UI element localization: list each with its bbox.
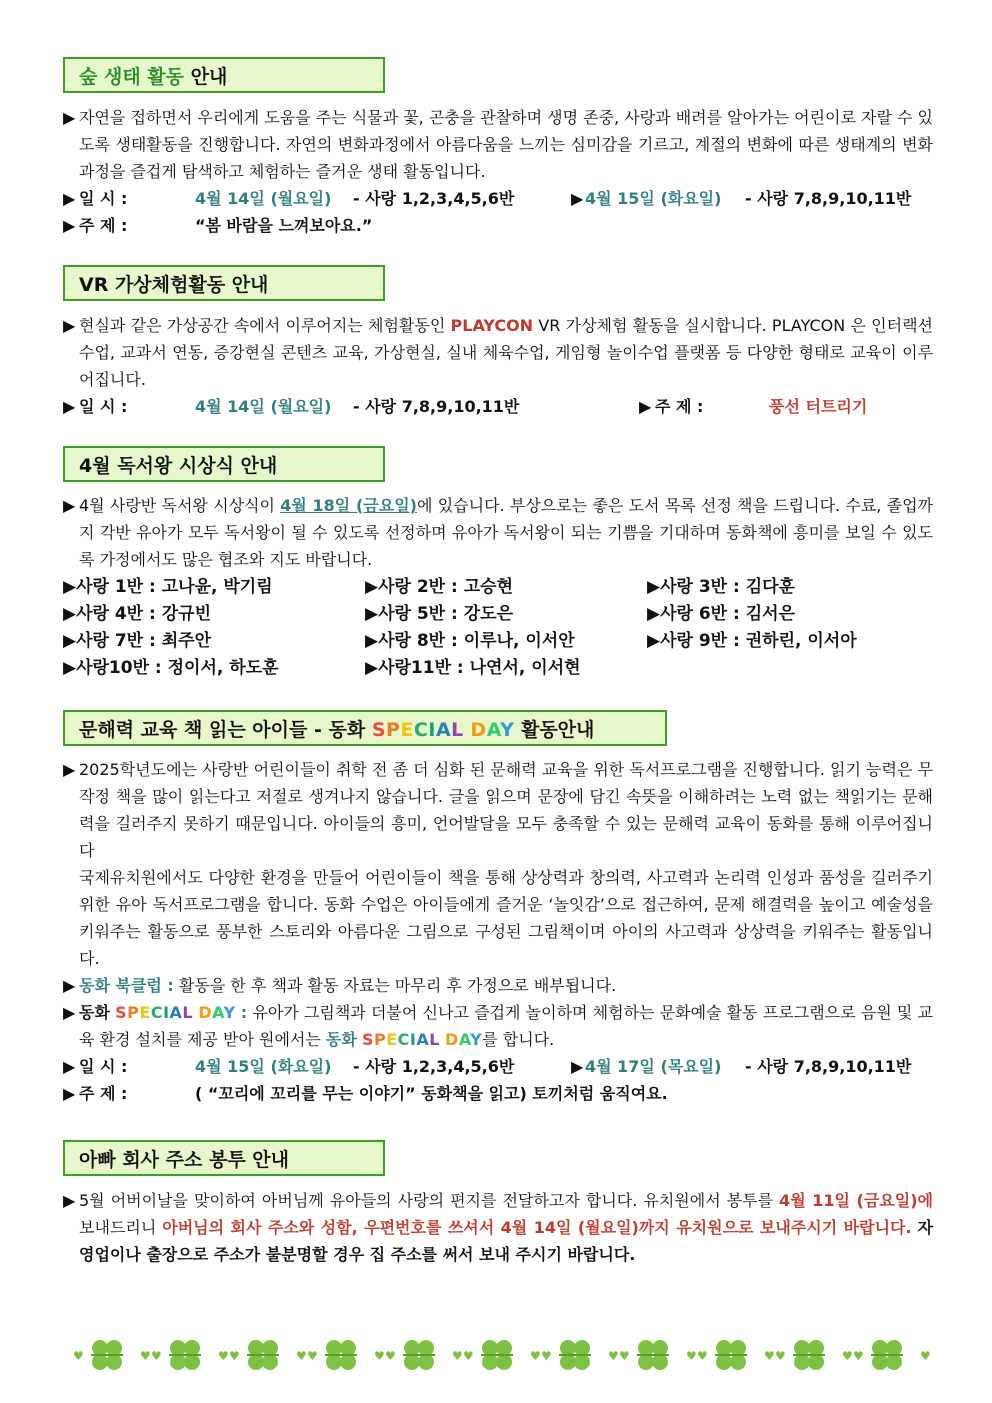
heart-icon: ♥: [853, 1349, 864, 1363]
date-1: 4월 14일 (월요일): [195, 189, 332, 208]
heart-icon: ♥: [229, 1349, 240, 1363]
bullet-icon: ▶: [571, 189, 584, 208]
heart-icon: ♥: [541, 1349, 552, 1363]
vr-desc-b: VR 가상체험 활동을 실시합니다. PLAYCON 은 인터랙션수업, 교과서 연동, 증강현실 콘텐츠 교육, 가상현실, 실내 체육수업, 게임형 놀이수업 플랫폼 등 다양한 형태로 교육이 이루어집니다.: [79, 316, 933, 389]
forest-desc: [63, 104, 933, 185]
desc-c: 자영업이나 출장으로 주소가 불분명할 경우 집 주소를 써서 보내 주시기 바랍니다.: [79, 1218, 933, 1264]
winner-item: ▶사랑 4반 : 강규빈: [63, 604, 211, 624]
clover-icon: [637, 1340, 669, 1370]
heart-icon: ♥: [385, 1349, 396, 1363]
title-part: 활동안내: [520, 719, 595, 741]
request-text: 아버님의 회사 주소와 성함, 우편번호를 쓰셔서 4월 14일 (월요일)까지 유치원으로 보내주시기 바랍니다.: [162, 1218, 912, 1237]
vr-desc-a: 현실과 같은 가상공간 속에서 이루어지는 체험활동인: [79, 316, 446, 335]
sd-desc-label: 동화: [325, 1030, 357, 1049]
heart-icon: ♥: [296, 1349, 307, 1363]
section-title-envelope: [63, 1140, 385, 1176]
winner-item: ▶사랑 3반 : 김다훈: [647, 577, 795, 597]
winner-text: 사랑 7반 : 최주안: [76, 631, 211, 651]
literacy-desc-1: [63, 756, 933, 864]
day-word: DAY: [198, 1003, 236, 1022]
heart-icon: ♥: [686, 1349, 697, 1363]
heart-icon: ♥: [374, 1349, 385, 1363]
special-word: SPECIAL: [371, 719, 464, 741]
vr-body: [63, 312, 933, 420]
forest-desc-text: 자연을 접하면서 우리에게 도움을 주는 식물과 꽃, 곤충을 관찰하며 생명 존중, 사랑과 배려를 알아가는 어린이로 자랄 수 있도록 생태활동을 진행합니다. 자연의 변화과정에서 아름다움을 느끼는 심미감을 기르고, 계절의 변화에 따른 생태계의 변화과정을 즐겁게 탐색하고 체험하는 즐거운 생태 활동입니다.: [79, 108, 933, 181]
bullet-icon: ▶: [63, 189, 76, 208]
section-title-reading-king: [63, 446, 385, 482]
envelope-body: [63, 1187, 933, 1268]
winner-item: ▶사랑11반 : 나연서, 이서현: [365, 658, 581, 678]
clover-icon: [481, 1340, 513, 1370]
heart-icon: ♥: [151, 1349, 162, 1363]
desc-text: 국제유치원에서도 다양한 환경을 만들어 어린이들이 책을 통해 상상력과 창의력, 사고력과 논리력 인성과 품성을 길러주기 위한 유아 독서프로그램을 합니다. 동화 수업은 아이들에게 즐거운 ‘놀잇감’으로 접근하여, 문제 해결력을 높이고 예술성을 키워주는 활동으로 풍부한 스토리와 아름다운 그림으로 구성된 그림책이며 아이의 사고력과 상상력을 키워주는 활동입니다.: [79, 868, 933, 968]
heart-icon: ♥: [452, 1349, 463, 1363]
date: 4월 14일 (월요일): [195, 397, 332, 416]
bullet-icon: ▶: [63, 1057, 76, 1076]
clover-icon: [559, 1340, 591, 1370]
clover-icon: [91, 1340, 123, 1370]
date-2-classes: - 사랑 7,8,9,10,11반: [745, 1057, 912, 1076]
clover-icon: [247, 1340, 279, 1370]
bullet-icon: ▶: [63, 976, 76, 995]
winner-text: 사랑11반 : 나연서, 이서현: [378, 658, 581, 678]
sd-desc: 유아가 그림책과 더불어 신나고 즐겁게 놀이하며 체험하는 문화예술 활동 프로그램으로 음원 및 교육 환경 설치를 제공 받아 원에서는: [79, 1003, 933, 1049]
reading-king-body: [63, 492, 933, 573]
bullet-icon: ▶: [639, 397, 652, 416]
heart-icon: ♥: [619, 1349, 630, 1363]
special-word: SPECIAL: [115, 1003, 194, 1022]
winner-text: 사랑 1반 : 고나윤, 박기림: [76, 577, 273, 597]
bullet-icon: ▶: [63, 216, 76, 235]
literacy-body: [63, 756, 933, 1107]
desc-b: 에 있습니다. 부상으로는 좋은 도서 목록 선정 책을 드립니다. 수료, 졸업까지 각반 유아가 모두 독서왕이 될 수 있도록 선정하며 유아가 독서왕이 되는 기쁨을 기대하며 동화책에 흥미를 보일 수 있도록 가정에서도 많은 협조와 지도 바랍니다.: [79, 496, 933, 569]
winner-text: 사랑 9반 : 권하린, 이서아: [660, 631, 857, 651]
theme-text: 풍선 터트리기: [769, 397, 868, 416]
date-classes: - 사랑 7,8,9,10,11반: [353, 397, 520, 416]
title-part: 문해력 교육 책 읽는 아이들 - 동화: [79, 719, 366, 741]
winner-item: ▶사랑10반 : 정이서, 하도훈: [63, 658, 279, 678]
day-word: DAY: [445, 1030, 483, 1049]
day-word: DAY: [470, 719, 515, 741]
date-2: 4월 17일 (목요일): [585, 1057, 722, 1076]
forest-date-row: [63, 185, 933, 212]
desc-a: 5월 어버이날을 맞이하여 아버님께 유아들의 사랑의 편지를 전달하고자 합니다. 유치원에서 봉투를: [79, 1191, 774, 1210]
date-label: 일 시 :: [79, 189, 128, 208]
theme-text: ( “꼬리에 꼬리를 무는 이야기” 동화책을 읽고) 토끼처럼 움직여요.: [195, 1084, 668, 1103]
vr-brand: PLAYCON: [450, 316, 534, 335]
title-text: 4월 독서왕 시상식 안내: [79, 455, 278, 477]
theme-label: 주 제 :: [655, 397, 704, 416]
send-date: 4월 11일 (금요일)에: [779, 1191, 933, 1210]
heart-icon: ♥: [307, 1349, 318, 1363]
reading-king-desc: [63, 492, 933, 573]
bullet-icon: ▶: [571, 1057, 584, 1076]
winners-list: [63, 574, 933, 684]
bullet-icon: ▶: [63, 397, 76, 416]
heart-icon: ♥: [920, 1349, 931, 1363]
literacy-desc-2: [63, 864, 933, 972]
bookclub-label: 동화 북클럽 :: [79, 976, 174, 995]
clover-icon: [169, 1340, 201, 1370]
bookclub-line: [63, 972, 933, 999]
special-day-line: [63, 999, 933, 1053]
winner-text: 사랑 3반 : 김다훈: [660, 577, 795, 597]
winner-item: ▶사랑 6반 : 김서은: [647, 604, 795, 624]
winner-item: ▶사랑 7반 : 최주안: [63, 631, 211, 651]
heart-icon: ♥: [608, 1349, 619, 1363]
date-1: 4월 15일 (화요일): [195, 1057, 332, 1076]
bullet-icon: ▶: [63, 1084, 76, 1103]
clover-icon: [793, 1340, 825, 1370]
vr-desc: [63, 312, 933, 393]
ceremony-date: 4월 18일 (금요일): [280, 496, 417, 515]
heart-icon: ♥: [463, 1349, 474, 1363]
bullet-icon: ▶: [63, 108, 76, 127]
date-2-classes: - 사랑 7,8,9,10,11반: [745, 189, 912, 208]
sd-desc-end: 를 합니다.: [482, 1030, 555, 1049]
title-text: 아빠 회사 주소 봉투 안내: [79, 1149, 289, 1171]
bullet-icon: ▶: [63, 1191, 76, 1210]
literacy-date-row: [63, 1053, 933, 1080]
desc-b: 보내드리니: [79, 1218, 157, 1237]
date-1-classes: - 사랑 1,2,3,4,5,6반: [353, 189, 515, 208]
section-title-literacy: [63, 710, 667, 746]
clover-border-icon: [62, 1332, 932, 1378]
title-text: VR 가상체험활동 안내: [79, 274, 269, 296]
clover-icon: [715, 1340, 747, 1370]
colon: :: [240, 1003, 248, 1022]
desc-text: 2025학년도에는 사랑반 어린이들이 취학 전 좀 더 심화 된 문해력 교육을 위한 독서프로그램을 진행합니다. 읽기 능력은 무작정 책을 많이 읽는다고 저절로 생겨나지 않습니다. 글을 읽으며 문장에 담긴 속뜻을 이해하려는 노력 없는 책읽기는 문해력을 길러주지 못하기 때문입니다. 아이들의 흥미, 언어발달을 모두 충족할 수 있는 문해력 교육이 동화를 통해 이루어집니다: [79, 760, 933, 860]
winner-item: ▶사랑 9반 : 권하린, 이서아: [647, 631, 857, 651]
bullet-icon: ▶: [63, 1003, 76, 1022]
heart-icon: ♥: [697, 1349, 708, 1363]
date-1-classes: - 사랑 1,2,3,4,5,6반: [353, 1057, 515, 1076]
winner-item: ▶사랑 1반 : 고나윤, 박기림: [63, 577, 273, 597]
heart-icon: ♥: [775, 1349, 786, 1363]
envelope-desc: [63, 1187, 933, 1268]
clover-icon: [325, 1340, 357, 1370]
date-label: 일 시 :: [79, 1057, 128, 1076]
bookclub-text: 활동을 한 후 책과 활동 자료는 마무리 후 가정으로 배부됩니다.: [178, 976, 617, 995]
heart-icon: ♥: [73, 1349, 84, 1363]
section-title-vr: [63, 265, 385, 301]
heart-icon: ♥: [842, 1349, 853, 1363]
title-part: 안내: [190, 66, 228, 88]
section-title-forest: [63, 57, 385, 93]
heart-icon: ♥: [140, 1349, 151, 1363]
heart-icon: ♥: [530, 1349, 541, 1363]
clover-icon: [871, 1340, 903, 1370]
winner-item: ▶사랑 2반 : 고승현: [365, 577, 513, 597]
theme-text: “봄 바람을 느껴보아요.”: [195, 216, 373, 235]
winner-text: 사랑10반 : 정이서, 하도훈: [76, 658, 279, 678]
bullet-icon: ▶: [63, 496, 76, 515]
date-2: 4월 15일 (화요일): [585, 189, 722, 208]
winner-text: 사랑 5반 : 강도은: [378, 604, 513, 624]
theme-label: 주 제 :: [79, 216, 128, 235]
forest-theme-row: [63, 212, 933, 239]
vr-date-row: [63, 393, 933, 420]
forest-body: [63, 104, 933, 239]
date-label: 일 시 :: [79, 397, 128, 416]
winner-item: ▶사랑 8반 : 이루나, 이서안: [365, 631, 575, 651]
special-word: SPECIAL: [361, 1030, 440, 1049]
clover-icon: [403, 1340, 435, 1370]
winner-text: 사랑 6반 : 김서은: [660, 604, 795, 624]
theme-label: 주 제 :: [79, 1084, 128, 1103]
bullet-icon: ▶: [63, 760, 76, 779]
heart-icon: ♥: [218, 1349, 229, 1363]
sd-label: 동화: [79, 1003, 110, 1022]
literacy-theme-row: [63, 1080, 933, 1107]
winner-text: 사랑 8반 : 이루나, 이서안: [378, 631, 575, 651]
winner-item: ▶사랑 5반 : 강도은: [365, 604, 513, 624]
winner-text: 사랑 2반 : 고승현: [378, 577, 513, 597]
bullet-icon: ▶: [63, 316, 76, 335]
winner-text: 사랑 4반 : 강규빈: [76, 604, 211, 624]
heart-icon: ♥: [764, 1349, 775, 1363]
desc-a: 4월 사랑반 독서왕 시상식이: [79, 496, 275, 515]
title-part: 숲 생태 활동: [79, 66, 184, 88]
